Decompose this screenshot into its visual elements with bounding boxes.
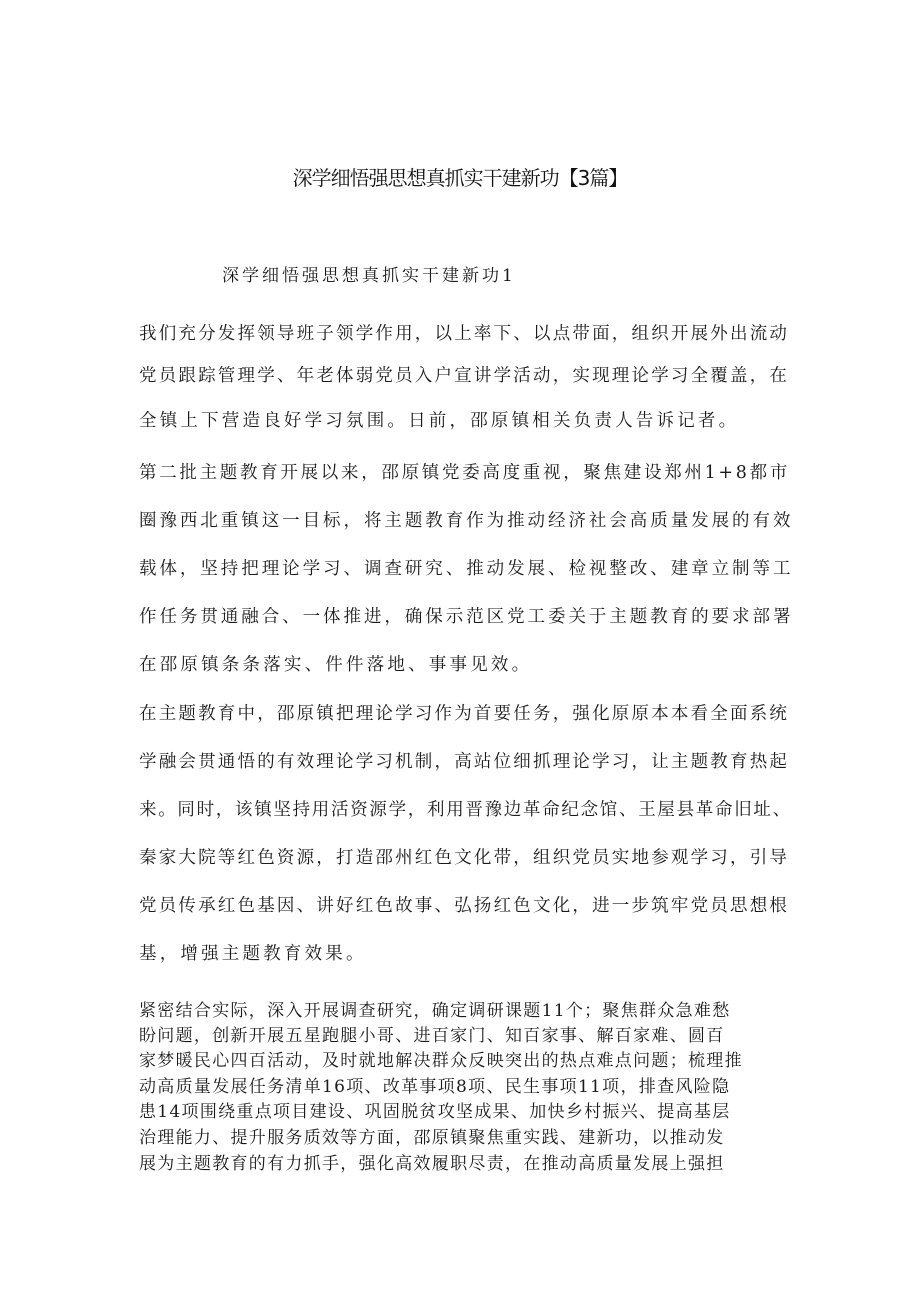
paragraph-line: 第二批主题教育开展以来，邵原镇党委高度重视，聚焦建设郑州1+8都市 bbox=[139, 463, 791, 483]
paragraph-line: 家梦暖民心四百活动，及时就地解决群众反映突出的热点难点问题；梳理推 bbox=[139, 1051, 743, 1071]
document-title: 深学细悟强思想真抓实干建新功【3篇】 bbox=[292, 166, 628, 190]
paragraph-line: 动高质量发展任务清单16项、改革事项8项、民生事项11项，排查风险隐 bbox=[139, 1077, 731, 1097]
paragraph-line: 全镇上下营造良好学习氛围。日前，邵原镇相关负责人告诉记者。 bbox=[139, 411, 740, 431]
paragraph-line: 秦家大院等红色资源，打造邵州红色文化带，组织党员实地参观学习，引导 bbox=[139, 848, 790, 868]
paragraph-line: 盼问题，创新开展五星跑腿小哥、进百家门、知百家事、解百家难、圆百 bbox=[139, 1026, 725, 1046]
paragraph-line: 党员跟踪管理学、年老体弱党员入户宣讲学活动，实现理论学习全覆盖，在 bbox=[139, 366, 790, 386]
paragraph-line: 治理能力、提升服务质效等方面，邵原镇聚焦重实践、建新功，以推动发 bbox=[139, 1128, 725, 1148]
paragraph-line: 来。同时，该镇坚持用活资源学，利用晋豫边革命纪念馆、王屋县革命旧址、 bbox=[139, 800, 792, 820]
article-subtitle: 深学细悟强思想真抓实干建新功1 bbox=[222, 266, 516, 286]
paragraph-line: 载体，坚持把理论学习、调查研究、推动发展、检视整改、建章立制等工 bbox=[139, 559, 794, 579]
paragraph-line: 作任务贯通融合、一体推进，确保示范区党工委关于主题教育的要求部署 bbox=[139, 607, 794, 627]
paragraph-line: 在主题教育中，邵原镇把理论学习作为首要任务，强化原原本本看全面系统 bbox=[139, 704, 790, 724]
paragraph-line: 我们充分发挥领导班子领学作用，以上率下、以点带面，组织开展外出流动 bbox=[139, 324, 790, 344]
paragraph-line: 基，增强主题教育效果。 bbox=[139, 944, 367, 964]
paragraph-line: 展为主题教育的有力抓手，强化高效履职尽责，在推动高质量发展上强担 bbox=[139, 1154, 725, 1174]
paragraph-line: 党员传承红色基因、讲好红色故事、弘扬红色文化，进一步筑牢党员思想根 bbox=[139, 896, 790, 916]
paragraph-line: 患14项围绕重点项目建设、巩固脱贫攻坚成果、加快乡村振兴、提高基层 bbox=[139, 1102, 731, 1122]
paragraph-line: 学融会贯通悟的有效理论学习机制，高站位细抓理论学习，让主题教育热起 bbox=[139, 752, 790, 772]
paragraph-line: 在邵原镇条条落实、件件落地、事事见效。 bbox=[139, 655, 533, 675]
paragraph-line: 圈豫西北重镇这一目标，将主题教育作为推动经济社会高质量发展的有效 bbox=[139, 511, 794, 531]
paragraph-line: 紧密结合实际，深入开展调查研究，确定调研课题11个；聚焦群众急难愁 bbox=[139, 1001, 731, 1021]
